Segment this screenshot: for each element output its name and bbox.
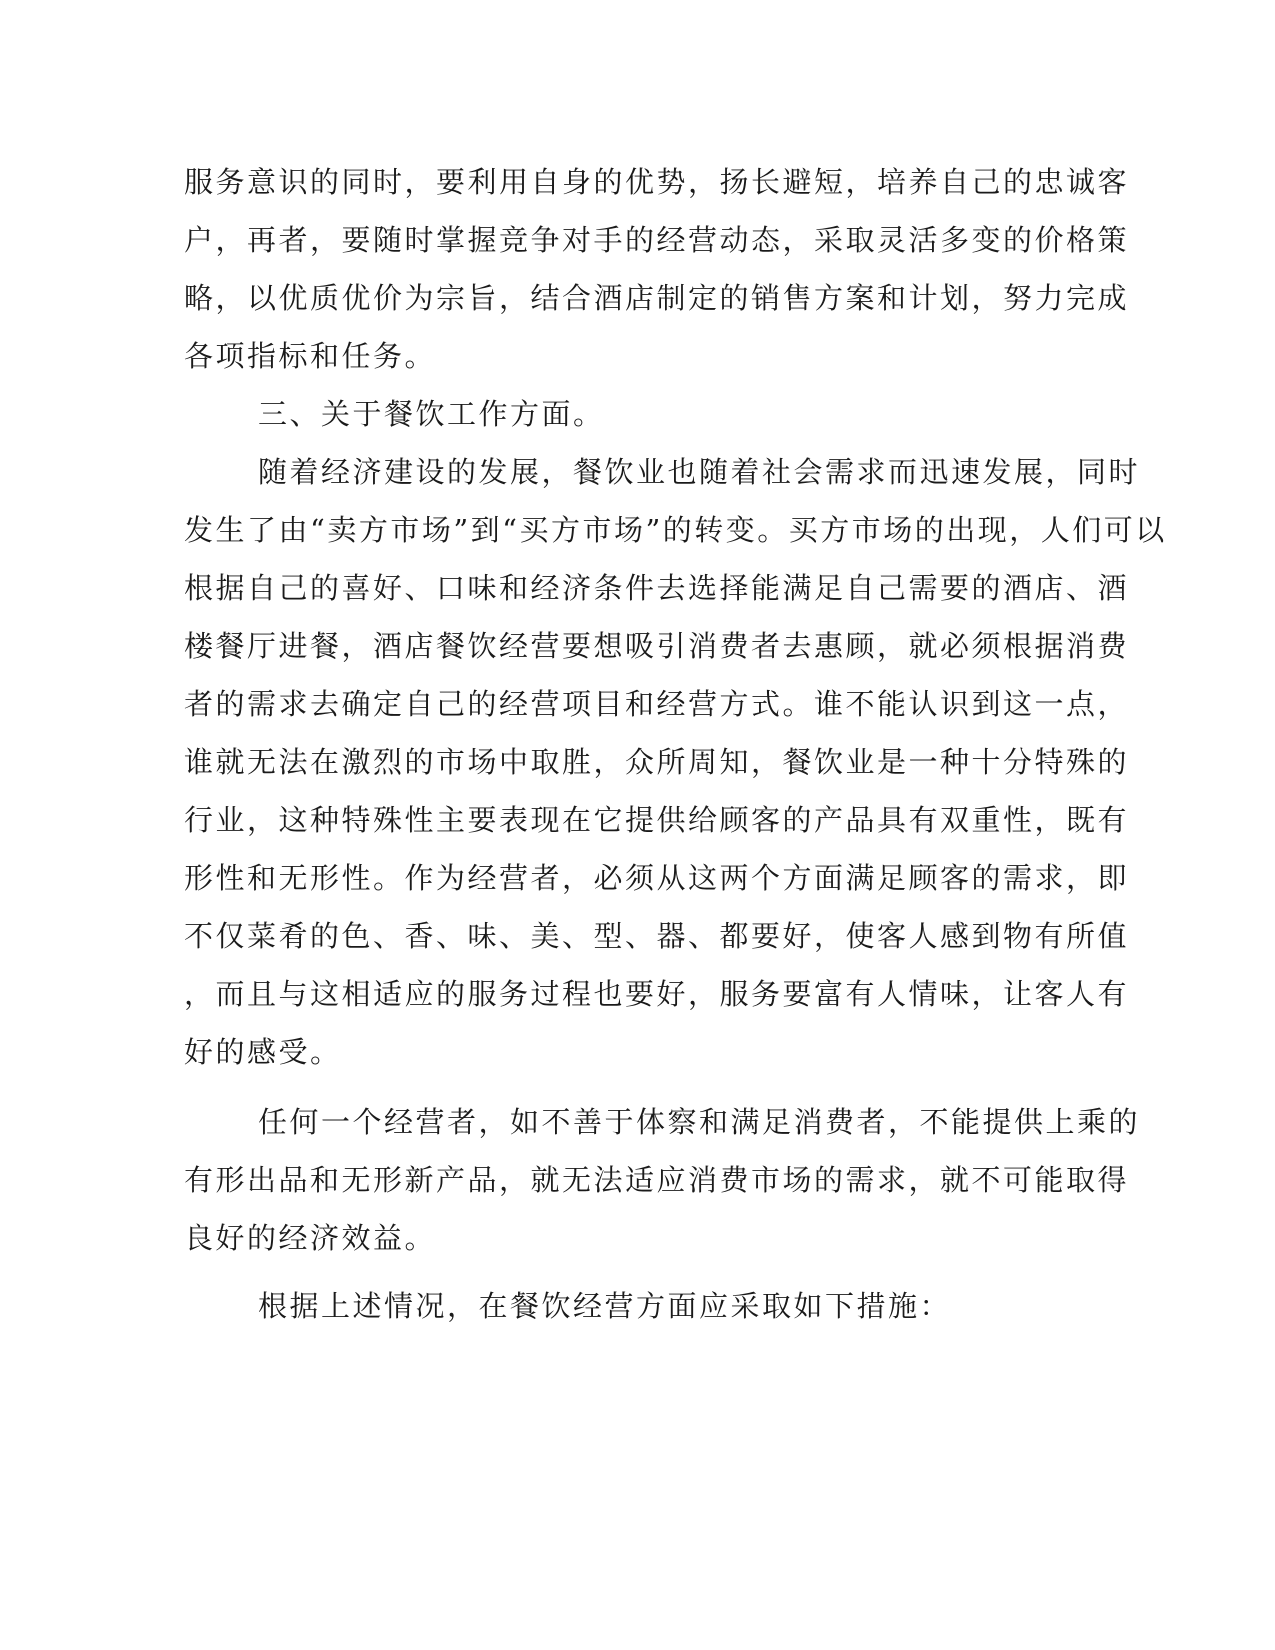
text-line: 谁就无法在激烈的市场中取胜，众所周知，餐饮业是一种十分特殊的 [184, 745, 1130, 779]
text-line: 良好的经济效益。 [184, 1221, 437, 1255]
text-line: 服务意识的同时，要利用自身的优势，扬长避短，培养自己的忠诚客 [184, 165, 1130, 199]
text-line: 有形出品和无形新产品，就无法适应消费市场的需求，就不可能取得 [184, 1163, 1130, 1197]
text-line: 不仅菜肴的色、香、味、美、型、器、都要好，使客人感到物有所值 [184, 919, 1130, 953]
text-line: ，而且与这相适应的服务过程也要好，服务要富有人情味，让客人有 [184, 977, 1130, 1011]
text-line: 任何一个经营者，如不善于体察和满足消费者，不能提供上乘的 [258, 1105, 1141, 1139]
text-line: 行业，这种特殊性主要表现在它提供给顾客的产品具有双重性，既有 [184, 803, 1130, 837]
text-line: 根据上述情况，在餐饮经营方面应采取如下措施： [258, 1289, 952, 1323]
text-line: 各项指标和任务。 [184, 339, 437, 373]
text-line: 好的感受。 [184, 1035, 342, 1069]
text-line: 户，再者，要随时掌握竞争对手的经营动态，采取灵活多变的价格策 [184, 223, 1130, 257]
text-line: 发生了由“卖方市场”到“买方市场”的转变。买方市场的出现，人们可以 [184, 513, 1167, 547]
text-line: 略，以优质优价为宗旨，结合酒店制定的销售方案和计划，努力完成 [184, 281, 1130, 315]
text-line: 者的需求去确定自己的经营项目和经营方式。谁不能认识到这一点， [184, 687, 1130, 721]
section-heading: 三、关于餐饮工作方面。 [258, 397, 605, 431]
text-line: 楼餐厅进餐，酒店餐饮经营要想吸引消费者去惠顾，就必须根据消费 [184, 629, 1130, 663]
text-line: 形性和无形性。作为经营者，必须从这两个方面满足顾客的需求，即 [184, 861, 1130, 895]
text-line: 根据自己的喜好、口味和经济条件去选择能满足自己需要的酒店、酒 [184, 571, 1130, 605]
text-line: 随着经济建设的发展，餐饮业也随着社会需求而迅速发展，同时 [258, 455, 1141, 489]
